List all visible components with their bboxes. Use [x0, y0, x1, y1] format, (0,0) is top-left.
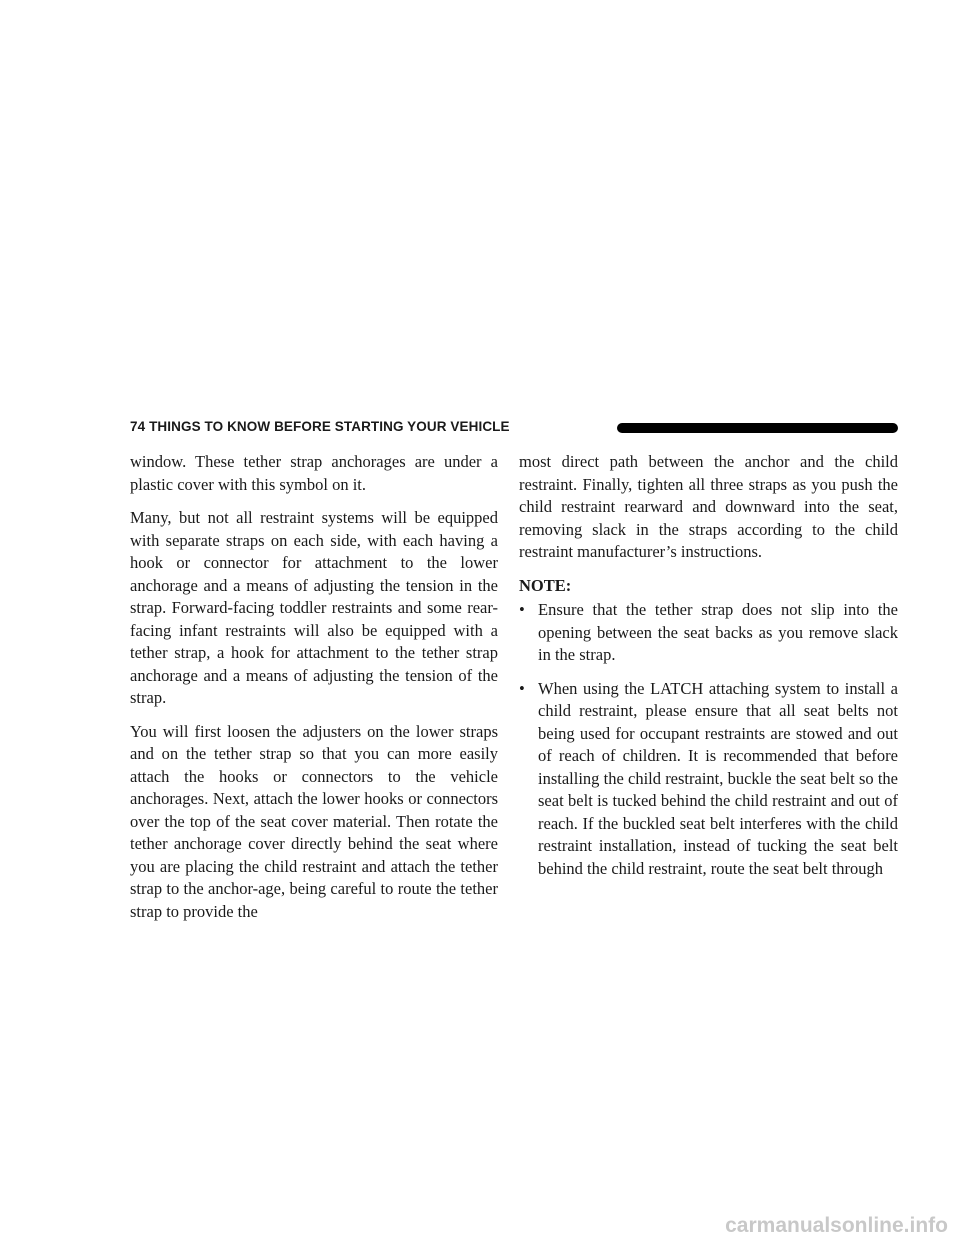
- body-paragraph: You will first loosen the adjusters on the lower straps and on the tether strap so that you can more easily attach the hooks or connectors to the vehicle anchorages. Next, attach the lower hooks or connectors over the top of the seat cover material. Then rotate the tether anchorage cover directly behind the seat where you are placing the child restraint and attach the tether strap to the anchor-age, being careful to route the tether strap to provide the: [130, 721, 498, 921]
- body-paragraph: window. These tether strap anchorages are under a plastic cover with this symbol on it.: [130, 452, 498, 494]
- right-column: [519, 451, 898, 891]
- list-item: [519, 678, 898, 881]
- page-number-title: 74 THINGS TO KNOW BEFORE STARTING YOUR VEHICLE: [130, 419, 510, 434]
- bullet-icon: •: [519, 600, 525, 619]
- header-rule-bar: [617, 423, 898, 433]
- body-paragraph: Many, but not all restraint systems will be equipped with separate straps on each side, with each having a hook or connector for attachment to the lower anchorage and a means of adjusting the tension in the strap. Forward-facing toddler restraints and some rear-facing infant restraints will also be equipped with a tether strap, a hook for attachment to the tether strap anchorage and a means of adjusting the tension of the strap.: [130, 508, 498, 707]
- list-item: [519, 599, 898, 667]
- list-item-text: Ensure that the tether strap does not slip into the opening between the seat backs as you remove slack in the strap.: [538, 600, 898, 664]
- page-footer: [0, 1212, 960, 1242]
- note-list: [519, 599, 898, 880]
- list-item-text: When using the LATCH attaching system to install a child restraint, please ensure that all seat belts not being used for occupant restraints are stowed and out of reach of children. It is recommended that before installing the child restraint, buckle the seat belt so the seat belt is tucked behind the child restraint and out of reach. If the buckled seat belt interferes with the child restraint installation, instead of tucking the seat belt behind the child restraint, route the seat belt through: [538, 678, 898, 878]
- watermark: carmanualsonline.info: [725, 1214, 948, 1237]
- body-paragraph: most direct path between the anchor and the child restraint. Finally, tighten all three straps as you push the child restraint rearward and downward into the seat, removing slack in the straps according to the child restraint manufacturer’s instructions.: [519, 452, 898, 561]
- note-label: NOTE:: [519, 575, 572, 595]
- left-column: [130, 451, 498, 934]
- page-header: [130, 418, 898, 438]
- bullet-icon: •: [519, 678, 525, 698]
